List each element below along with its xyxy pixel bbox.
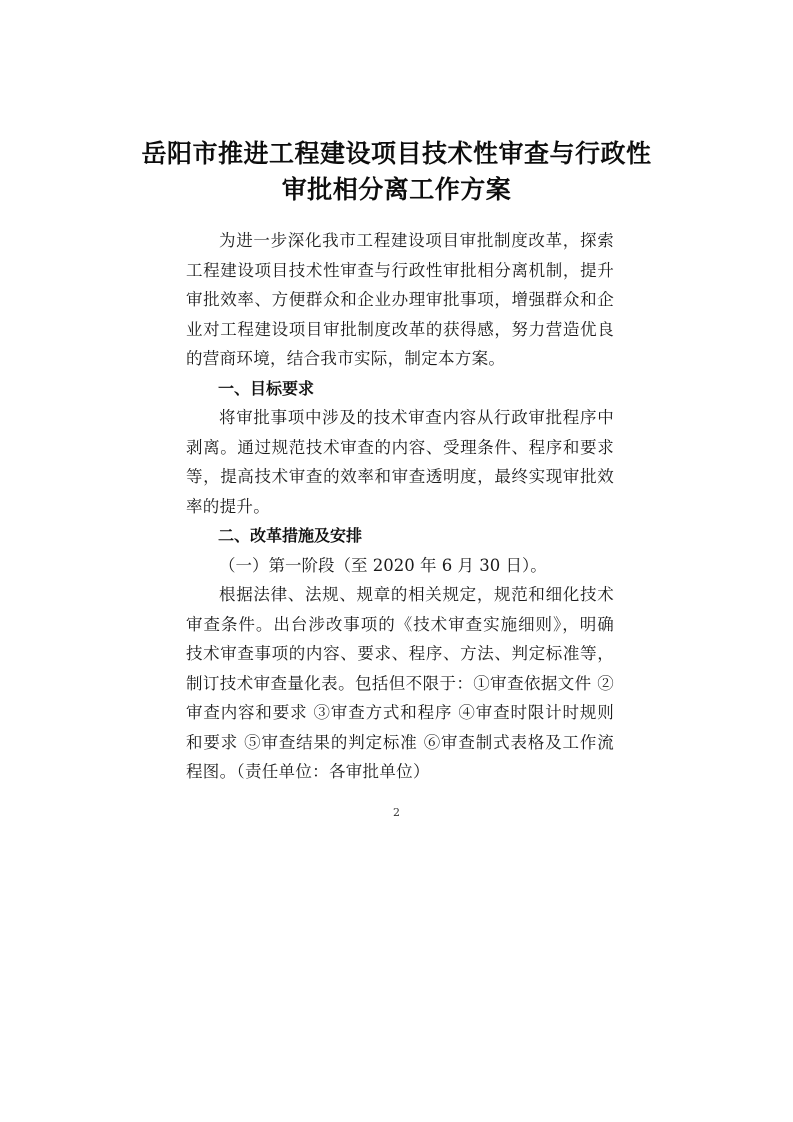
- stage-1-heading: （一）第一阶段（至 2020 年 6 月 30 日）。: [219, 555, 547, 575]
- section-2-heading: 二、改革措施及安排: [218, 526, 363, 545]
- section-1-heading: 一、目标要求: [218, 378, 315, 398]
- page-number: 2: [393, 806, 400, 819]
- document-body: [186, 226, 614, 787]
- section-1-paragraph: 将审批事项中涉及的技术审查内容从行政审批程序中剥离。通过规范技术审查的内容、受理条件、程序和要求等，提高技术审查的效率和审查透明度，最终实现审批效率的提升。: [186, 408, 614, 516]
- stage-1-paragraph: 根据法律、法规、规章的相关规定，规范和细化技术审查条件。出台涉改事项的《技术审查实施细则》，明确技术审查事项的内容、要求、程序、方法、判定标准等，制订技术审查量化表。包括但不限于：①审查依据文件 ②审查内容和要求 ③审查方式和程序 ④审查时限计时规则和要求 ⑤审查结果的判定标准 ⑥审查制式表格及工作流程图。（责任单位：各审批单位）: [186, 585, 614, 781]
- intro-paragraph: 为进一步深化我市工程建设项目审批制度改革，探索工程建设项目技术性审查与行政性审批相分离机制，提升审批效率、方便群众和企业办理审批事项，增强群众和企业对工程建设项目审批制度改革的获得感，努力营造优良的营商环境，结合我市实际，制定本方案。: [186, 231, 614, 368]
- title-line-1: 岳阳市推进工程建设项目技术性审查与行政性: [141, 139, 652, 168]
- document-title: [0, 136, 793, 208]
- title-line-2: 审批相分离工作方案: [281, 175, 512, 204]
